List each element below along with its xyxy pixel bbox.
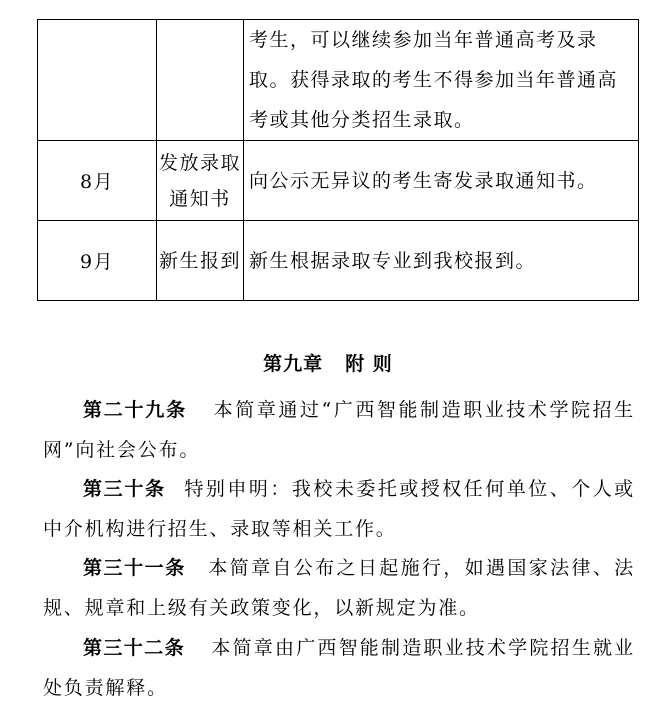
description-cell: 考生，可以继续参加当年普通高考及录取。获得录取的考生不得参加当年普通高考或其他分类招生录取。 [244, 20, 639, 141]
article-text: 特别申明：我校未委托或授权任何单位、个人或中介机构进行招生、录取等相关工作。 [43, 478, 635, 540]
month-cell [38, 20, 157, 141]
month-cell: 9月 [38, 221, 157, 301]
item-cell [157, 20, 244, 141]
article-number: 第三十一条 [83, 557, 186, 579]
article-number: 第三十二条 [83, 637, 185, 659]
item-cell: 发放录取通知书 [157, 141, 244, 221]
article-number: 第二十九条 [83, 399, 187, 421]
table-row [38, 20, 639, 141]
description-cell: 新生根据录取专业到我校报到。 [244, 221, 639, 301]
table-row [38, 221, 639, 301]
table-row [38, 141, 639, 221]
article-31 [43, 548, 635, 628]
admission-schedule-table [37, 19, 639, 301]
article-30 [43, 469, 635, 549]
article-number: 第三十条 [83, 478, 166, 500]
chapter-heading [0, 350, 656, 378]
article-text: 本简章由广西智能制造职业技术学院招生就业处负责解释。 [43, 637, 635, 699]
item-cell: 新生报到 [157, 221, 244, 301]
chapter-number: 第九章 [263, 353, 324, 375]
article-text: 本简章自公布之日起施行，如遇国家法律、法规、规章和上级有关政策变化，以新规定为准。 [43, 557, 635, 619]
month-cell: 8月 [38, 141, 157, 221]
article-32 [43, 628, 635, 708]
article-text: 本简章通过“广西智能制造职业技术学院招生网”向社会公布。 [43, 399, 635, 461]
article-29 [43, 390, 635, 470]
chapter-name: 附 则 [345, 353, 393, 375]
description-cell: 向公示无异议的考生寄发录取通知书。 [244, 141, 639, 221]
